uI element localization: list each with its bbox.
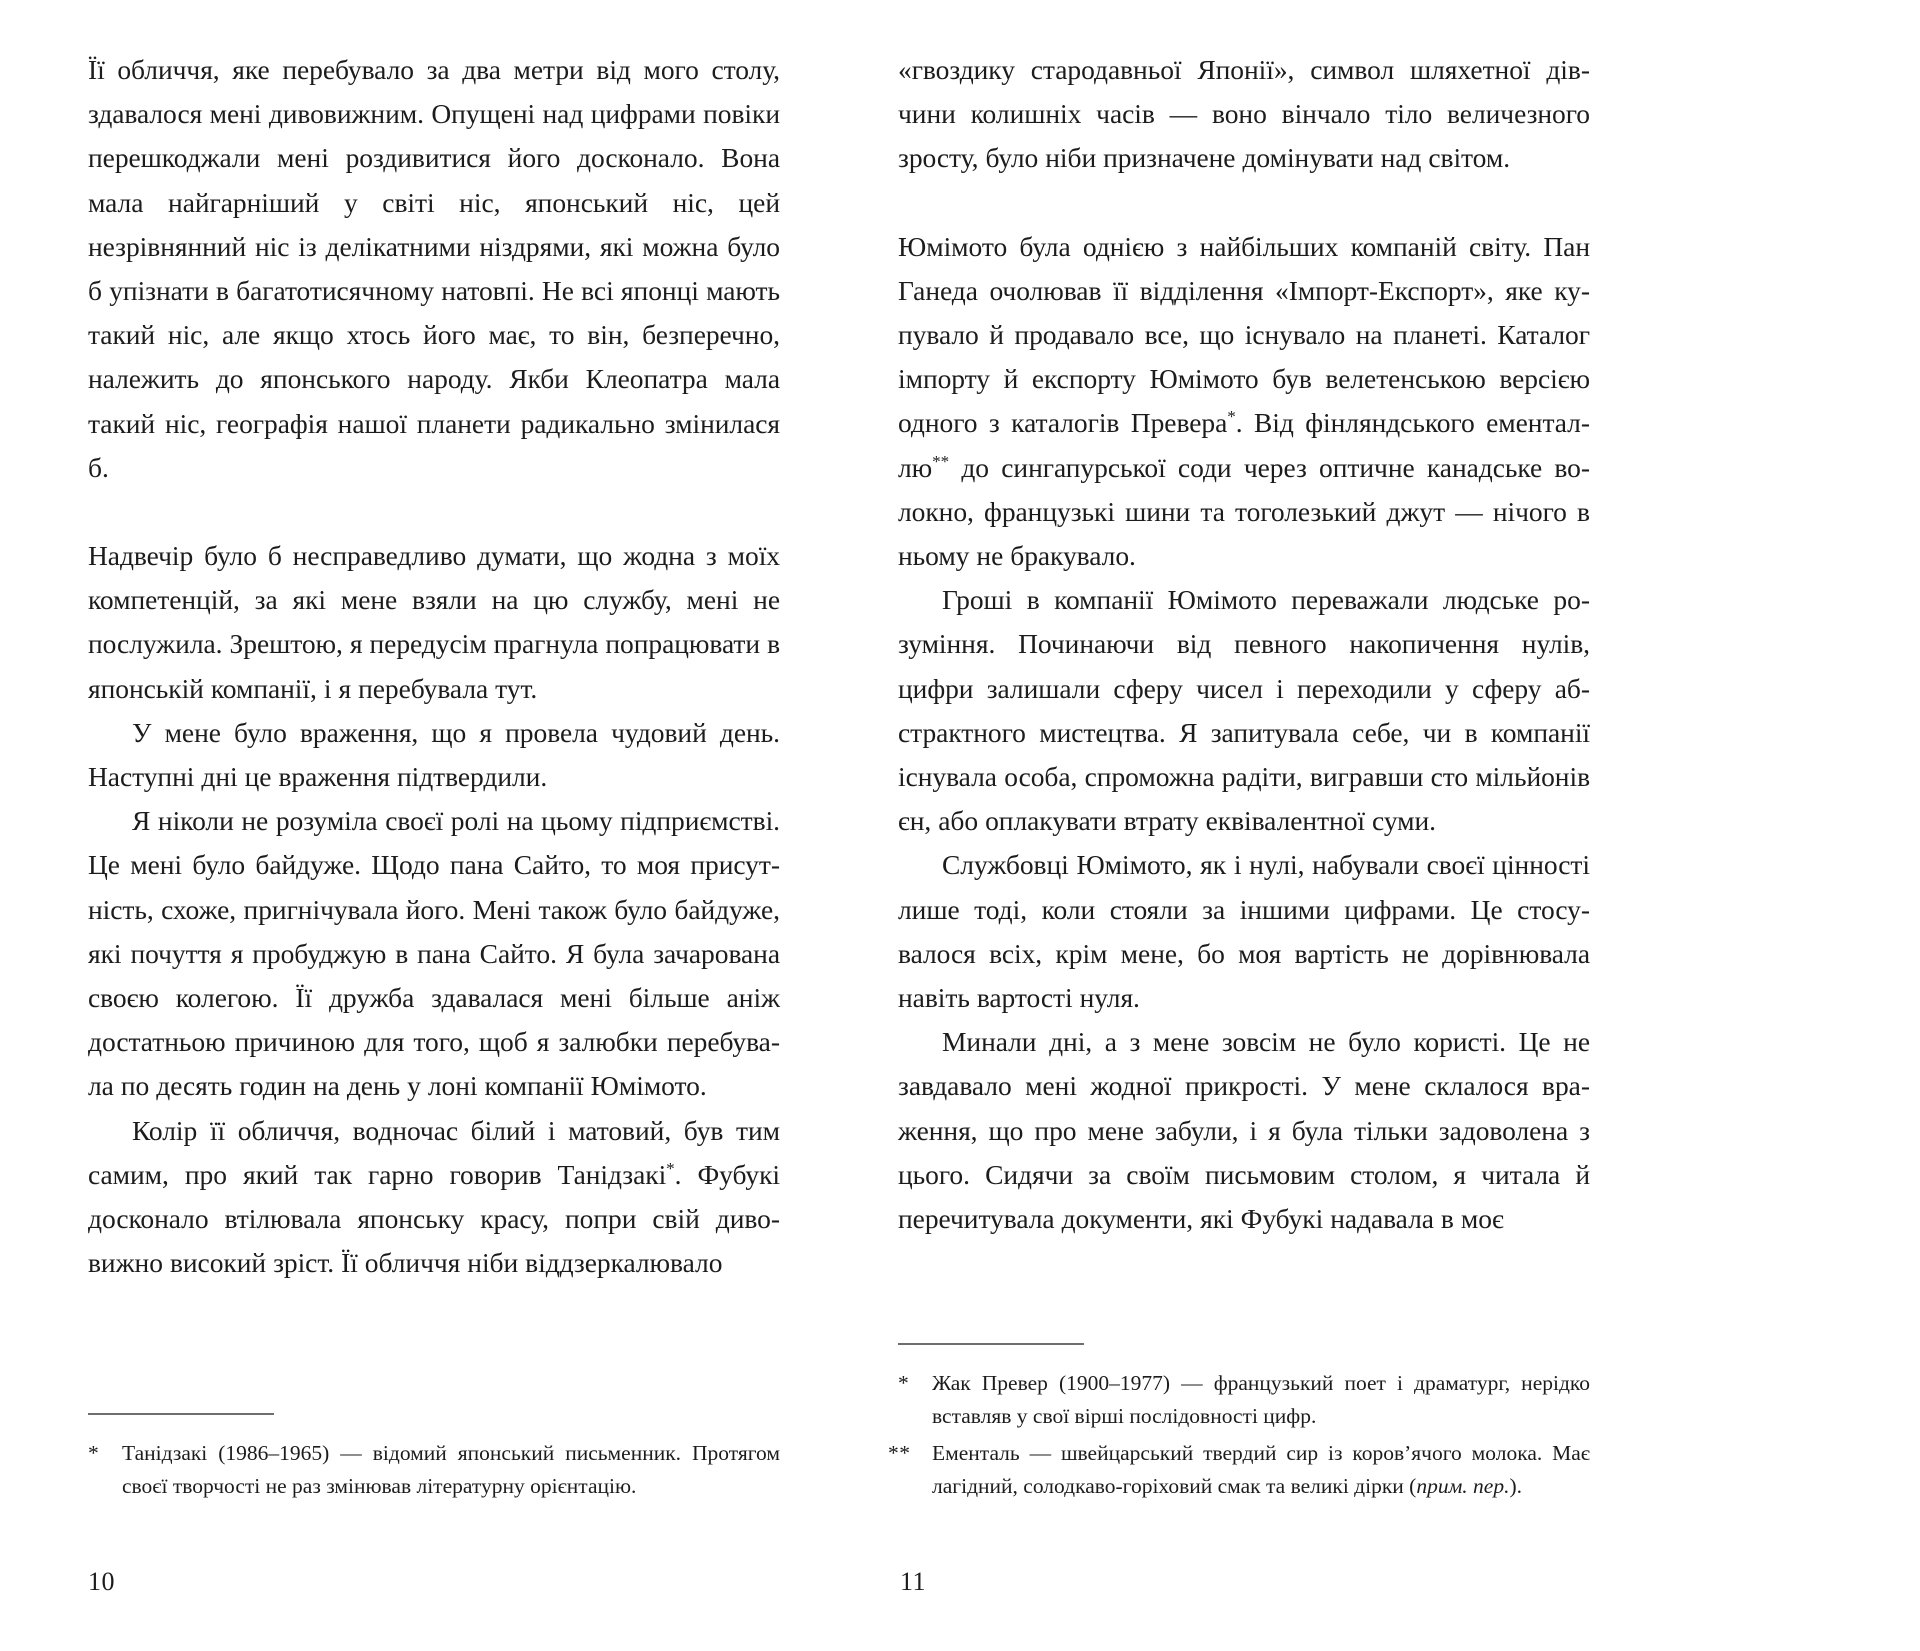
footnote-item — [888, 1437, 1590, 1503]
footnote-marker-double-asterisk[interactable]: ** — [932, 451, 950, 471]
paragraph-text: Колір її обличчя, водночас білий і матовий, був тим самим, про який так гарно говорив Танідзакі — [88, 1114, 780, 1190]
footnote-text-after: ). — [1509, 1474, 1523, 1498]
paragraph-text-tail: . Фубукі досконало втілювала японську красу, попри свій дивовижно високий зріст. Її обличчя ніби віддзеркалювало — [88, 1158, 780, 1279]
footnote-text-italic: прим. пер. — [1416, 1474, 1510, 1498]
footnote-separator-rule — [88, 1413, 274, 1415]
footnote-marker-asterisk[interactable]: * — [666, 1158, 675, 1178]
footnote-marker: * — [88, 1441, 100, 1465]
paragraph: Я ніколи не розуміла своєї ролі на цьому підприємстві. Це мені було байдуже. Щодо пана Сайто, то моя присутність, схоже, пригнічувала його. Мені також було байдуже, які почуття я пробуджую в пана Сайто. Я була зачарована своєю колегою. Її дружба здавалася мені більше аніж достатньою причиною для того, щоб я залюбки перебувала по десять годин на день у лоні компанії Юмімото. — [88, 805, 780, 1102]
paragraph-with-footnote-markers — [898, 225, 1590, 579]
footnote-text — [932, 1437, 1590, 1503]
footnote-item — [88, 1437, 780, 1503]
paragraph-text: Юмімото була однією з найбільших компаній світу. Пан Ганеда очолював її відділення «Імпорт-Експорт», яке купувало й продавало все, що існувало на планеті. Каталог імпорту й експорту Юмімото був велетенською версією одного з каталогів Превера — [898, 230, 1590, 439]
paragraph-with-footnote-marker — [88, 1109, 780, 1286]
paragraph: Минали дні, а з мене зовсім не було користі. Це не завдавало мені жодної прикрості. У мене склалося враження, що про мене забули, і я була тільки задоволена з цього. Сидячи за своїм письмовим столом, я читала й перечитувала документи, які Фубукі надавала в моє — [898, 1026, 1590, 1235]
paragraph: Її обличчя, яке перебувало за два метри від мого столу, здавалося мені дивовижним. Опущені над цифрами повіки перешкоджали мені роздивитися його досконало. Вона мала найгарніший у світі ніс, японський ніс, цей незрівнянний ніс із делікатними ніздрями, які можна було б упізнати в багатотисячному натовпі. Не всі японці мають такий ніс, але якщо хтось його має, то він, безперечно, належить до японського народу. Якби Клеопатра мала такий ніс, географія нашої планети радикально змінилася б. — [88, 54, 780, 483]
paragraph: У мене було враження, що я провела чудовий день. Наступні дні це враження підтвердили. — [88, 716, 780, 793]
paragraph-text-mid: . Від фінляндського ементаллю — [898, 407, 1591, 483]
page-number-right: 11 — [900, 1567, 927, 1596]
left-page — [0, 0, 810, 1651]
footnote-text: Танідзакі (1986–1965) — відомий японський письменник. Протягом своєї творчості не раз змінював літературну орієнтацію. — [122, 1441, 780, 1498]
footnote-text: Жак Превер (1900–1977) — французький поет і драматург, нерідко вставляв у свої вірші послідовності цифр. — [932, 1371, 1590, 1428]
paragraph: Гроші в компанії Юмімото переважали людське розуміння. Починаючи від певного накопичення нулів, цифри залишали сферу чисел і переходили у сферу абстрактного мистецтва. Я запитувала себе, чи в компанії існувала особа, спроможна радіти, вигравши сто мільйонів єн, або оплакувати втрату еквівалентної суми. — [898, 584, 1590, 837]
left-page-footnotes — [88, 1413, 780, 1515]
footnote-marker-asterisk[interactable]: * — [1227, 407, 1236, 427]
page-number-left: 10 — [88, 1567, 115, 1596]
footnote-text-before: Ементаль — швейцарський твердий сир із коров’ячого молока. Має лагідний, солодкаво-горіховий смак та великі дірки ( — [932, 1441, 1590, 1498]
right-page-footnotes — [888, 1343, 1590, 1515]
footnote-marker: ** — [888, 1441, 911, 1465]
footnote-separator-rule — [898, 1343, 1084, 1345]
footnote-marker: * — [898, 1371, 910, 1395]
paragraph: «гвоздику стародавньої Японії», символ шляхетної дівчини колишніх часів — воно вінчало тіло величезного зросту, було ніби призначене домінувати над світом. — [898, 54, 1590, 174]
left-page-body — [88, 48, 780, 1285]
right-page-body — [898, 48, 1590, 1241]
footnote-item — [898, 1367, 1590, 1433]
paragraph: Надвечір було б несправедливо думати, що жодна з моїх компетенцій, за які мене взяли на цю службу, мені не послужила. Зрештою, я передусім прагнула попрацювати в японській компанії, і я перебувала тут. — [88, 540, 781, 704]
paragraph: Службовці Юмімото, як і нулі, набували своєї цінності лише тоді, коли стояли за іншими цифрами. Це стосувалося всіх, крім мене, бо моя вартість не дорівнювала навіть вартості нуля. — [898, 849, 1590, 1014]
right-page — [810, 0, 1920, 1651]
paragraph-text-tail: до сингапурської соди через оптичне канадське волокно, французькі шини та тоголезький джут — нічого в ньому не бракувало. — [898, 451, 1590, 572]
